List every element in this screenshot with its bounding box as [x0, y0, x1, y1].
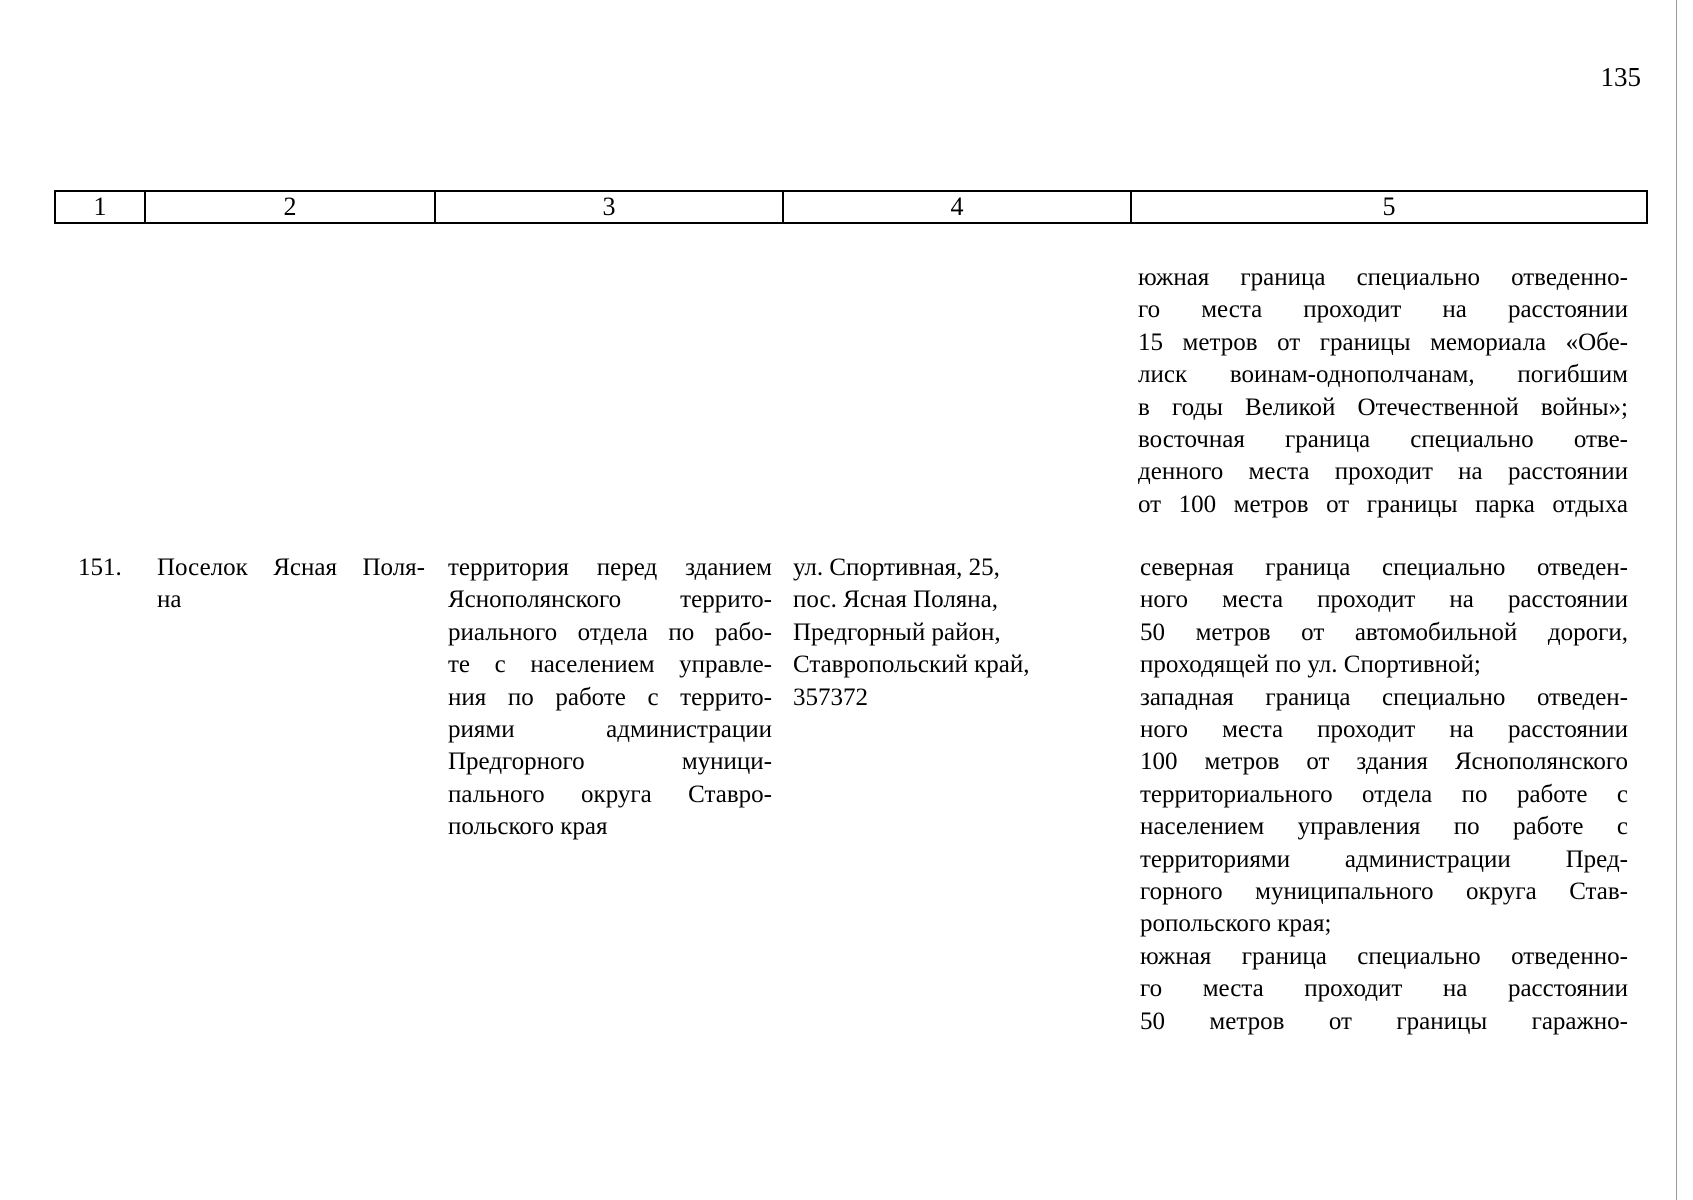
column-number-header — [54, 190, 1648, 224]
text-line: 15 метров от границы мемориала «Обе- — [1138, 328, 1628, 356]
row-number: 151. — [78, 554, 122, 581]
territory-description — [448, 552, 772, 844]
text-line: те с населением управле- — [448, 651, 772, 679]
text-line: ул. Спортивная, 25, — [793, 554, 1000, 581]
page-edge-line — [1676, 0, 1677, 1200]
text-line: на — [157, 586, 182, 614]
text-line: южная граница специально отведенно- — [1140, 942, 1628, 970]
text-line: западная граница специально отведен- — [1140, 683, 1628, 711]
text-line: 100 метров от здания Яснополянского — [1140, 748, 1628, 776]
boundary-description — [1140, 552, 1628, 1038]
text-line: ного места проходит на расстоянии — [1140, 716, 1628, 744]
text-line: территория перед зданием — [448, 554, 772, 581]
text-line: от 100 метров от границы парка отдыха — [1138, 490, 1628, 518]
text-line: Поселок Ясная Поля- — [157, 554, 425, 581]
text-line: 50 метров от автомобильной дороги, — [1140, 618, 1628, 646]
settlement-name — [157, 552, 425, 617]
header-row — [55, 191, 1647, 223]
text-line: Предгорного муници- — [448, 748, 772, 776]
text-line: территориями администрации Пред- — [1140, 845, 1628, 873]
text-line: северная граница специально отведен- — [1140, 554, 1628, 581]
text-line: восточная граница специально отве- — [1138, 426, 1628, 454]
previous-row-boundary-continuation — [1138, 262, 1628, 521]
header-col-2: 2 — [145, 191, 435, 223]
text-line: Яснополянского террито- — [448, 586, 772, 614]
text-line: го места проходит на расстоянии — [1140, 975, 1628, 1003]
text-line: Ставропольский край, — [793, 651, 1030, 679]
text-line: в годы Великой Отечественной войны»; — [1138, 393, 1628, 421]
text-line: риями администрации — [448, 716, 772, 744]
text-line: польского края — [448, 813, 608, 841]
text-line: территориального отдела по работе с — [1140, 780, 1628, 808]
text-line: риального отдела по рабо- — [448, 618, 772, 646]
page-number: 135 — [1600, 62, 1641, 92]
text-line: 50 метров от границы гаражно- — [1140, 1007, 1628, 1035]
text-line: ния по работе с террито- — [448, 683, 772, 711]
header-col-5: 5 — [1131, 191, 1647, 223]
text-line: 357372 — [793, 683, 868, 711]
text-line: населением управления по работе с — [1140, 813, 1628, 841]
text-line: проходящей по ул. Спортивной; — [1140, 651, 1481, 679]
text-line: ного места проходит на расстоянии — [1140, 586, 1628, 614]
header-col-3: 3 — [435, 191, 783, 223]
text-line: пос. Ясная Поляна, — [793, 586, 999, 614]
text-line: ропольского края; — [1140, 910, 1332, 938]
text-line: горного муниципального округа Став- — [1140, 878, 1628, 906]
text-line: Предгорный район, — [793, 618, 1001, 646]
text-line: южная граница специально отведенно- — [1138, 264, 1628, 291]
text-line: денного места проходит на расстоянии — [1138, 458, 1628, 486]
text-line: го места проходит на расстоянии — [1138, 296, 1628, 324]
address — [793, 552, 1083, 714]
text-line: лиск воинам-однополчанам, погибшим — [1138, 361, 1628, 389]
text-line: пального округа Ставро- — [448, 780, 772, 808]
header-col-1: 1 — [55, 191, 145, 223]
header-col-4: 4 — [783, 191, 1131, 223]
